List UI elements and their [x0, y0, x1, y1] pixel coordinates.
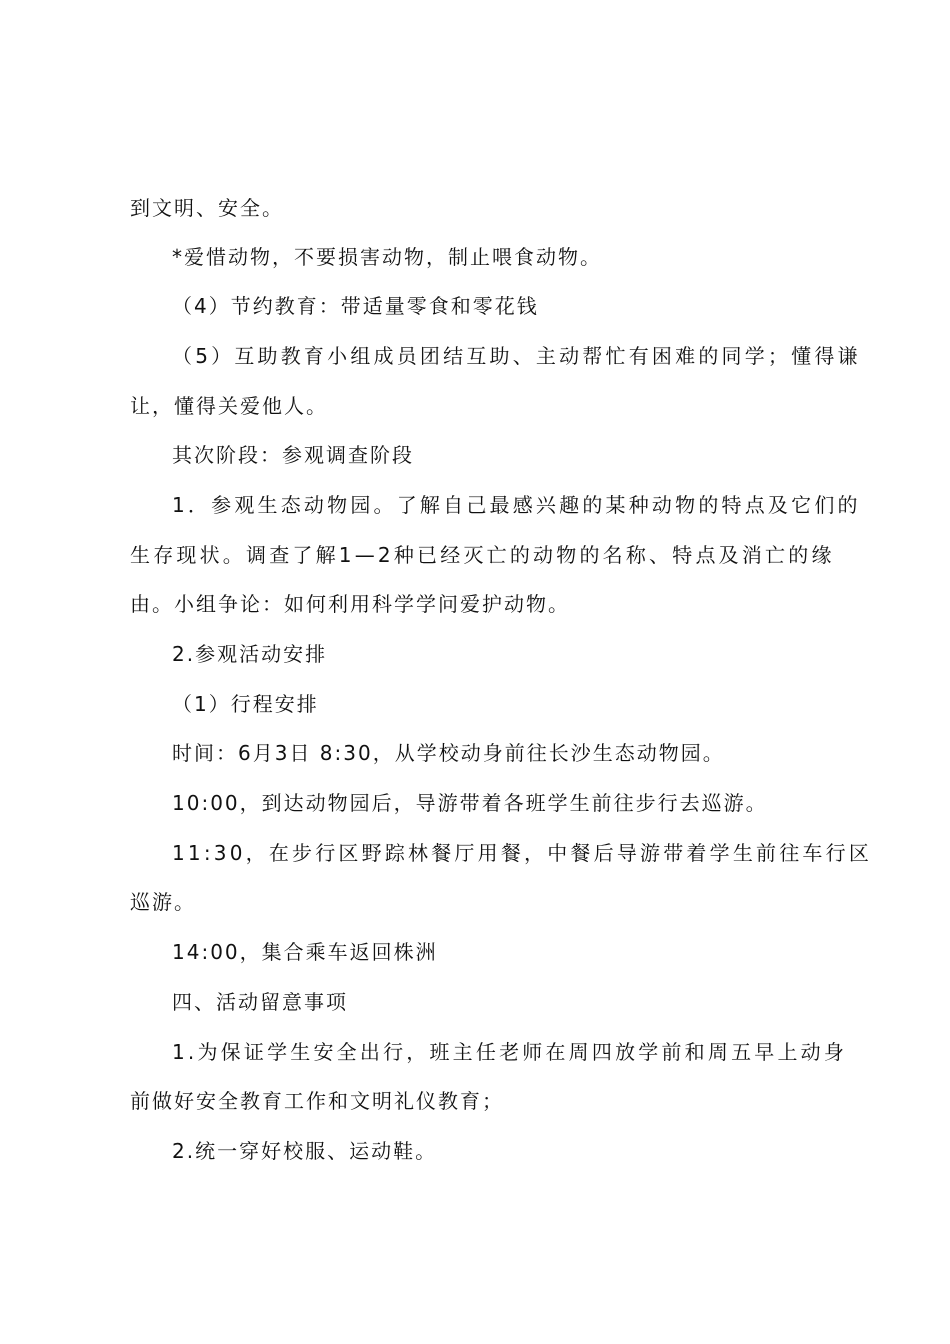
paragraph-line: 10:00，到达动物园后，导游带着各班学生前往步行去巡游。 [172, 791, 768, 815]
paragraph-line: 2.统一穿好校服、运动鞋。 [172, 1139, 438, 1163]
paragraph-line: 由。小组争论：如何利用科学学问爱护动物。 [130, 592, 570, 616]
paragraph-line: （5）互助教育小组成员团结互助、主动帮忙有困难的同学；懂得谦 [172, 344, 861, 368]
paragraph-line: 巡游。 [130, 890, 196, 914]
section-heading: 其次阶段：参观调查阶段 [172, 443, 414, 467]
paragraph-line: 11:30，在步行区野踪林餐厅用餐，中餐后导游带着学生前往车行区 [172, 841, 873, 865]
paragraph-line: 1.为保证学生安全出行，班主任老师在周四放学前和周五早上动身 [172, 1040, 848, 1064]
paragraph-line: 14:00，集合乘车返回株洲 [172, 940, 438, 964]
paragraph-line: *爱惜动物，不要损害动物，制止喂食动物。 [172, 245, 602, 269]
paragraph-line: 2.参观活动安排 [172, 642, 328, 666]
paragraph-line: （4）节约教育：带适量零食和零花钱 [172, 294, 539, 318]
paragraph-line: （1）行程安排 [172, 692, 319, 716]
paragraph-line: 到文明、安全。 [130, 196, 284, 220]
paragraph-line: 前做好安全教育工作和文明礼仪教育； [130, 1089, 504, 1113]
paragraph-line: 生存现状。调查了解1—2种已经灭亡的动物的名称、特点及消亡的缘 [130, 543, 835, 567]
paragraph-line: 1．参观生态动物园。了解自己最感兴趣的某种动物的特点及它们的 [172, 493, 861, 517]
section-heading: 四、活动留意事项 [172, 990, 348, 1014]
paragraph-line: 时间：6月3日 8:30，从学校动身前往长沙生态动物园。 [172, 741, 725, 765]
paragraph-line: 让，懂得关爱他人。 [130, 394, 328, 418]
